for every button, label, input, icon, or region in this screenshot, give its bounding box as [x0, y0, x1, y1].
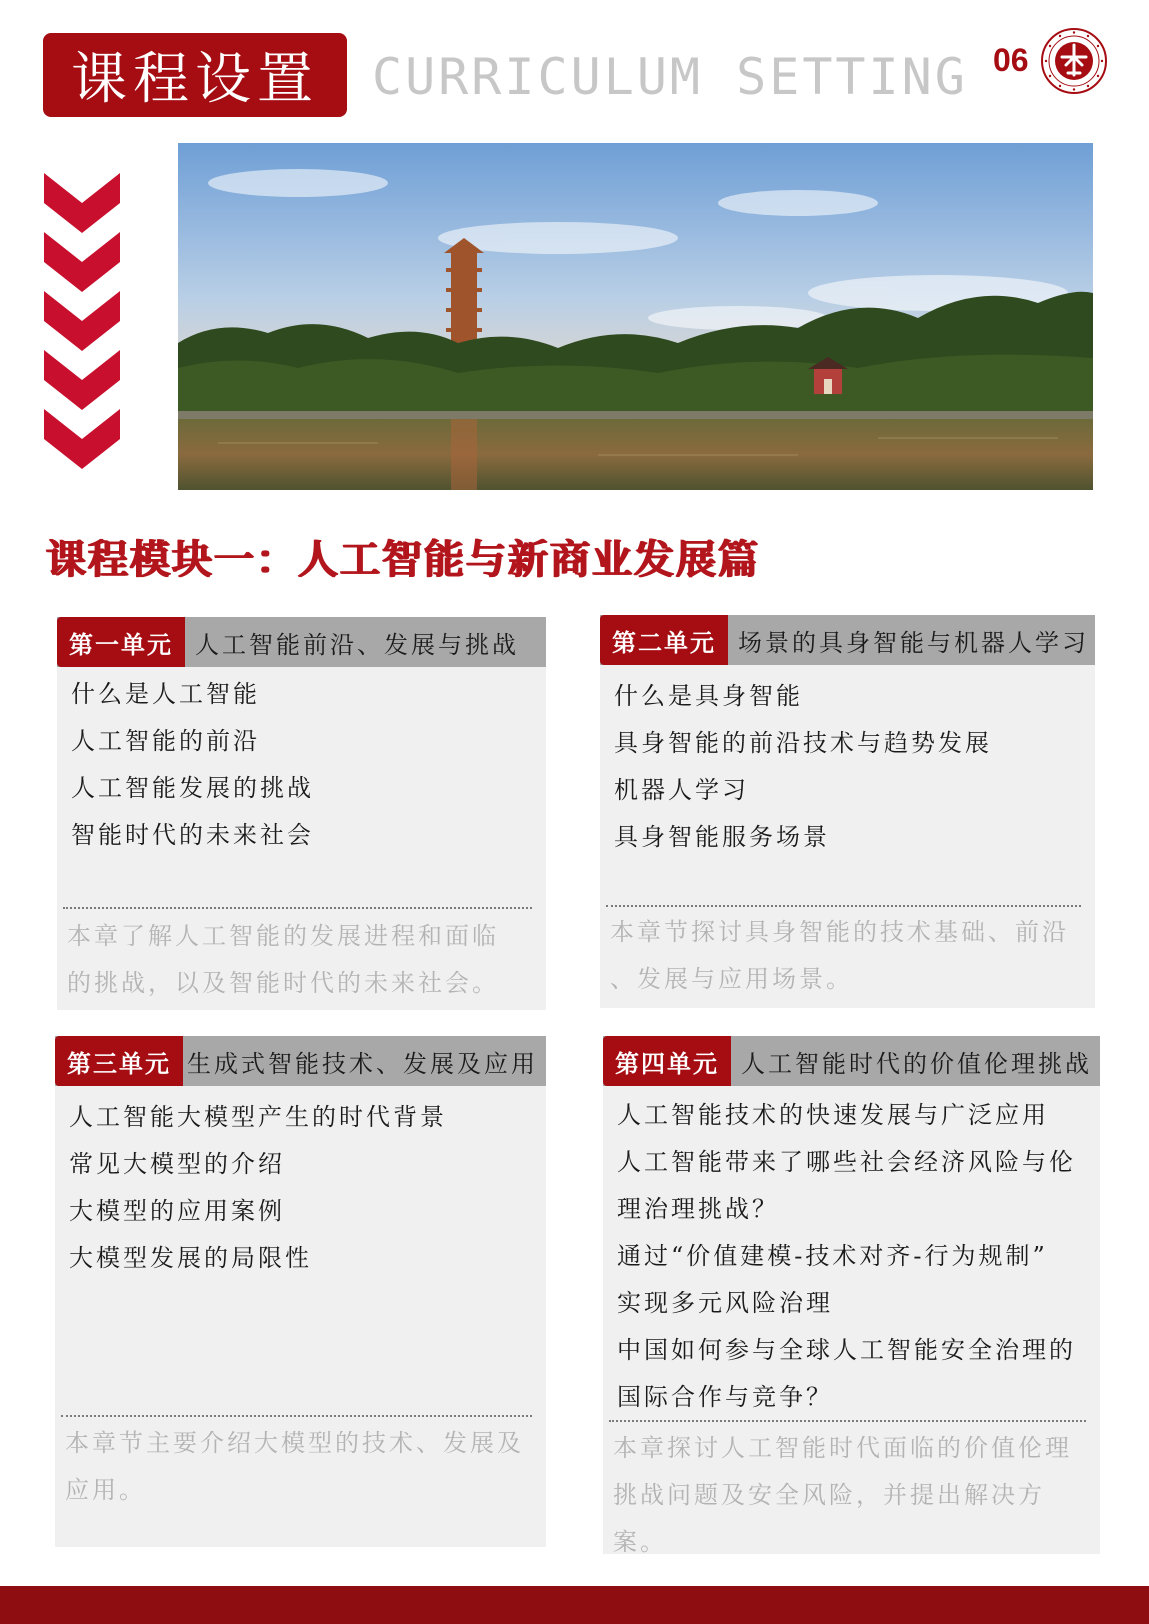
list-item: 大模型的应用案例 [69, 1197, 285, 1225]
unit-topic-list [71, 671, 536, 859]
list-item: 大模型发展的局限性 [69, 1244, 312, 1272]
unit-summary [613, 1425, 1092, 1566]
list-item: 具身智能的前沿技术与趋势发展 [614, 729, 992, 757]
page-number: 06 [993, 42, 1029, 78]
unit-card-3 [55, 1036, 546, 1547]
summary-line: 的挑战，以及智能时代的未来社会。 [67, 969, 499, 997]
list-item: 什么是人工智能 [71, 680, 260, 708]
unit-card-2 [600, 615, 1095, 1008]
unit-topic-list [614, 673, 1085, 861]
module-title: 课程模块一：人工智能与新商业发展篇 [46, 537, 760, 583]
page-title: 课程设置 [71, 47, 319, 112]
list-item: 机器人学习 [614, 776, 749, 804]
unit-header-4 [603, 1036, 1100, 1086]
university-seal-icon [1040, 27, 1108, 95]
list-item: 理治理挑战？ [617, 1195, 779, 1223]
list-item: 智能时代的未来社会 [71, 821, 314, 849]
unit-label: 第三单元 [55, 1036, 183, 1086]
unit-topic-list [69, 1094, 536, 1282]
list-item: 人工智能发展的挑战 [71, 774, 314, 802]
divider [609, 1420, 1086, 1422]
summary-line: 本章了解人工智能的发展进程和面临 [67, 922, 499, 950]
unit-summary [67, 913, 538, 1007]
unit-subtitle: 场景的具身智能与机器人学习 [738, 628, 1089, 657]
divider [606, 905, 1081, 907]
unit-header-1 [57, 617, 546, 667]
divider [61, 1415, 532, 1417]
list-item: 实现多元风险治理 [617, 1289, 833, 1317]
list-item: 中国如何参与全球人工智能安全治理的 [617, 1336, 1076, 1364]
unit-subtitle: 生成式智能技术、发展及应用 [187, 1049, 538, 1078]
page-title-box [43, 33, 347, 117]
unit-header-3 [55, 1036, 546, 1086]
list-item: 人工智能的前沿 [71, 727, 260, 755]
unit-header-2 [600, 615, 1095, 665]
summary-line: 应用。 [65, 1476, 146, 1504]
list-item: 人工智能技术的快速发展与广泛应用 [617, 1101, 1049, 1129]
list-item: 人工智能带来了哪些社会经济风险与伦 [617, 1148, 1076, 1176]
summary-line: 本章节主要介绍大模型的技术、发展及 [65, 1429, 524, 1457]
summary-line: 挑战问题及安全风险，并提出解决方案。 [613, 1481, 1045, 1556]
unit-summary [610, 909, 1087, 1003]
list-item: 人工智能大模型产生的时代背景 [69, 1103, 447, 1131]
unit-subtitle: 人工智能时代的价值伦理挑战 [741, 1049, 1092, 1078]
campus-lake-photo [178, 143, 1093, 490]
footer-bar [0, 1586, 1149, 1624]
list-item: 通过“价值建模-技术对齐-行为规制” [617, 1242, 1048, 1270]
unit-summary [65, 1420, 538, 1514]
list-item: 什么是具身智能 [614, 682, 803, 710]
unit-subtitle: 人工智能前沿、发展与挑战 [195, 630, 519, 659]
divider [63, 907, 532, 909]
unit-label: 第四单元 [603, 1036, 731, 1086]
unit-label: 第二单元 [600, 615, 728, 665]
page-title-english: CURRICULUM SETTING [372, 48, 968, 106]
unit-topic-list [617, 1092, 1090, 1421]
list-item: 具身智能服务场景 [614, 823, 830, 851]
unit-card-4 [603, 1036, 1100, 1554]
summary-line: 本章探讨人工智能时代面临的价值伦理 [613, 1434, 1072, 1462]
chevron-decoration-icon [44, 173, 120, 489]
list-item: 常见大模型的介绍 [69, 1150, 285, 1178]
list-item: 国际合作与竞争？ [617, 1383, 833, 1411]
unit-label: 第一单元 [57, 617, 185, 667]
summary-line: 、发展与应用场景。 [610, 965, 853, 993]
summary-line: 本章节探讨具身智能的技术基础、前沿 [610, 918, 1069, 946]
unit-card-1 [57, 617, 546, 1010]
